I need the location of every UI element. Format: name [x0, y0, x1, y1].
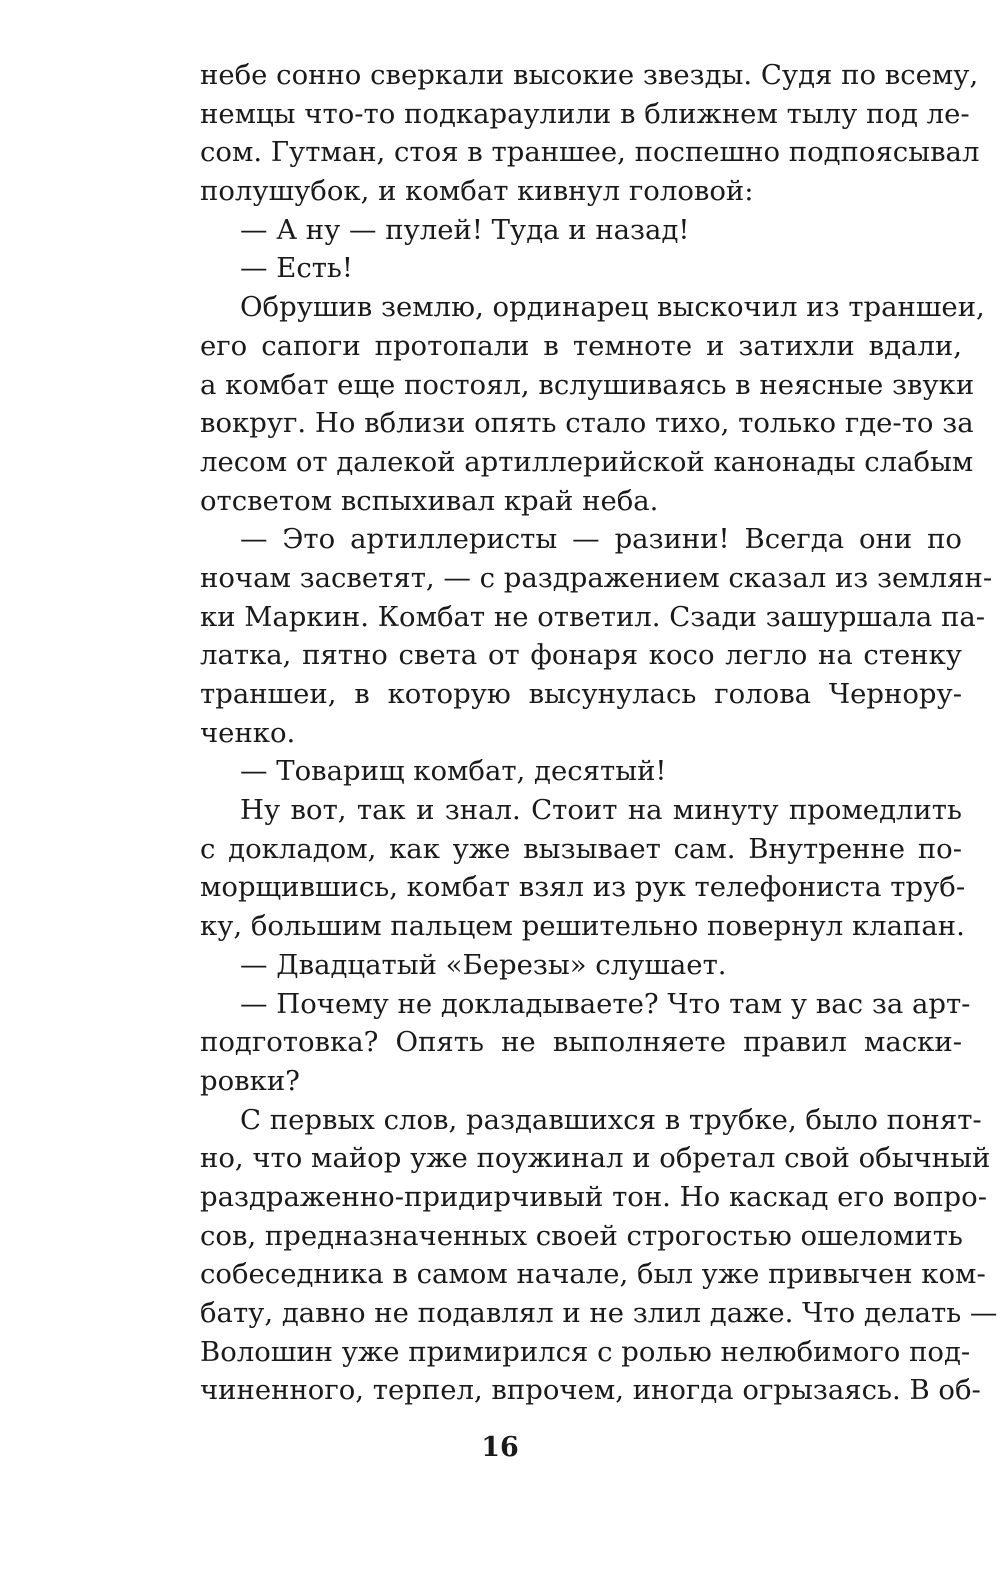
text-line: — Двадцатый «Березы» слушает.: [240, 948, 727, 981]
text-line: — Почему не докладываете? Что там у вас за арт-: [240, 987, 971, 1020]
text-line: лесом от далекой артиллерийской канонады слабым: [200, 445, 974, 478]
text-line: латка, пятно света от фонаря косо легло на стенку: [200, 639, 962, 672]
text-line: ку, большим пальцем решительно повернул клапан.: [200, 910, 965, 943]
text-line: морщившись, комбат взял из рук телефониста труб-: [200, 871, 966, 904]
text-line: С первых слов, раздавшихся в трубке, было понят-: [240, 1103, 982, 1136]
text-line: а комбат еще постоял, вслушиваясь в неясные звуки: [200, 368, 975, 401]
text-line: — Это артиллеристы — разини! Всегда они по: [240, 523, 962, 556]
text-line: ки Маркин. Комбат не ответил. Сзади зашуршала па-: [200, 600, 986, 633]
text-column: [200, 56, 998, 1410]
text-line: Ну вот, так и знал. Стоит на минуту промедлить: [240, 794, 962, 827]
text-line: с докладом, как уже вызывает сам. Внутренне по-: [200, 832, 962, 865]
text-line: Обрушив землю, ординарец выскочил из траншеи,: [240, 291, 985, 324]
text-line: отсветом вспыхивал край неба.: [200, 484, 659, 517]
text-line: небе сонно сверкали высокие звезды. Судя по всему,: [200, 59, 979, 91]
text-line: сов, предназначенных своей строгостью ошеломить: [200, 1219, 963, 1252]
text-line: траншеи, в которую высунулась голова Чернору-: [200, 678, 962, 710]
text-line: ровки?: [200, 1064, 300, 1097]
text-line: немцы что-то подкараулили в ближнем тылу под ле-: [200, 97, 970, 130]
text-line: ночам засветят, — с раздражением сказал из землян-: [200, 561, 993, 594]
page-number: 16: [481, 1432, 519, 1463]
text-line: — А ну — пулей! Туда и назад!: [240, 213, 690, 246]
text-line: бату, давно не подавлял и не злил даже. Что делать —: [200, 1297, 998, 1329]
text-line: но, что майор уже поужинал и обретал свой обычный: [200, 1142, 991, 1175]
text-line: вокруг. Но вблизи опять стало тихо, только где-то за: [200, 407, 974, 440]
text-line: полушубок, и комбат кивнул головой:: [200, 175, 754, 208]
text-line: ченко.: [200, 716, 296, 749]
text-line: подготовка? Опять не выполняете правил маски-: [200, 1026, 962, 1059]
text-line: раздраженно-придирчивый тон. Но каскад его вопро-: [200, 1180, 987, 1213]
text-line: — Есть!: [240, 252, 353, 285]
text-line: его сапоги протопали в темноте и затихли вдали,: [200, 329, 962, 362]
text-line: чиненного, терпел, впрочем, иногда огрызаясь. В об-: [200, 1374, 981, 1407]
text-line: сом. Гутман, стоя в траншее, поспешно подпоясывал: [200, 136, 980, 169]
text-line: собеседника в самом начале, был уже привычен ком-: [200, 1258, 986, 1291]
text-line: — Товарищ комбат, десятый!: [240, 755, 667, 788]
text-line: Волошин уже примирился с ролью нелюбимого под-: [200, 1335, 971, 1368]
